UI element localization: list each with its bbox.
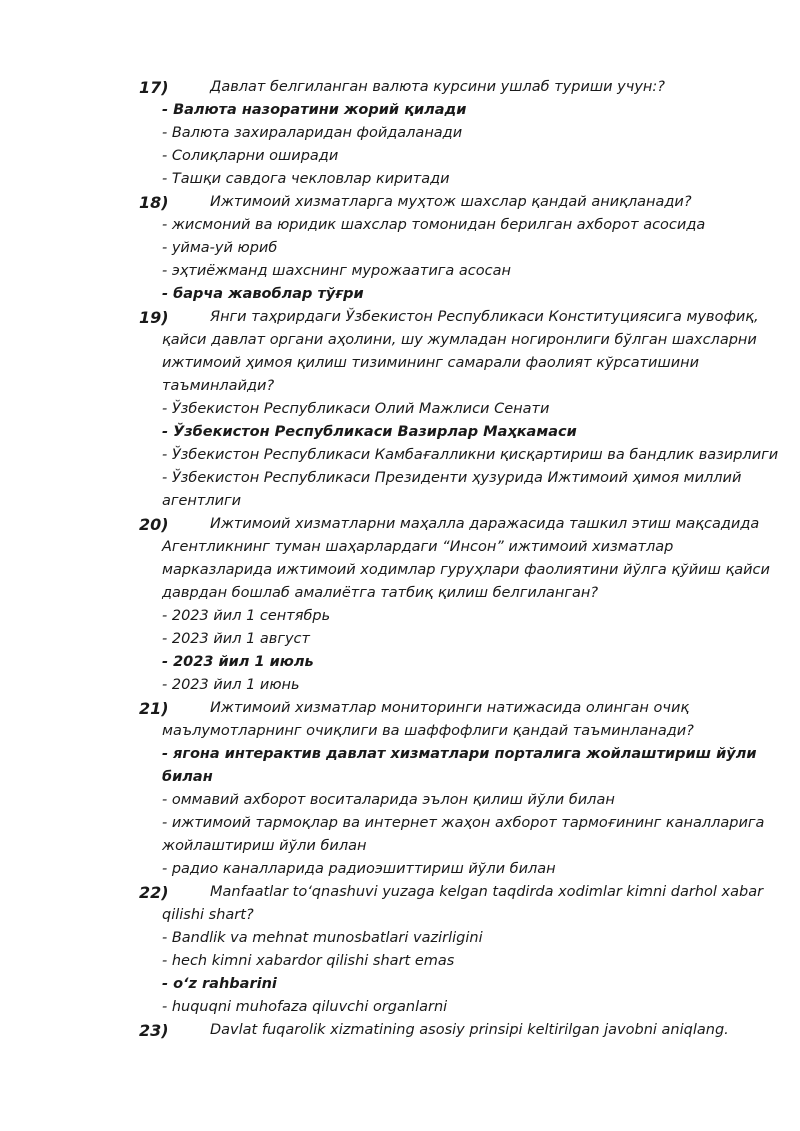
question-number: 19) <box>139 308 169 327</box>
question-number: 22) <box>139 883 169 902</box>
answer-option: - hech kimni xabardor qilishi shart emas <box>162 953 455 969</box>
question-text: даврдан бошлаб амалиётга татбиқ қилиш белгиланган? <box>162 585 599 601</box>
question-text: Davlat fuqarolik xizmatining asosiy prinsipi keltirilgan javobni aniqlang. <box>210 1022 729 1038</box>
answer-option-correct: - ягона интерактив давлат хизматлари порталига жойлаштириш йўли <box>162 746 757 762</box>
question-number: 21) <box>139 699 169 718</box>
question-text: Manfaatlar toʻqnashuvi yuzaga kelgan taqdirda xodimlar kimni darhol xabar <box>210 884 764 900</box>
question-number: 23) <box>139 1021 169 1040</box>
question-block <box>0 513 800 697</box>
answer-option: - ижтимоий тармоқлар ва интернет жаҳон ахборот тармоғининг каналларига <box>162 815 765 831</box>
answer-option: - Солиқларни оширади <box>162 148 339 164</box>
answer-option-correct: билан <box>162 769 213 785</box>
answer-option: - радио каналларида радиоэшиттириш йўли билан <box>162 861 556 877</box>
question-text: Ижтимоий хизматларга муҳтож шахслар қандай аниқланади? <box>210 194 692 210</box>
answer-option-correct: - барча жавоблар тўғри <box>162 286 364 302</box>
question-text: Ижтимоий хизматлар мониторинги натижасида олинган очиқ <box>210 700 690 716</box>
answer-option: - Ўзбекистон Республикаси Камбағалликни қисқартириш ва бандлик вазирлиги <box>162 447 779 463</box>
answer-option: - Валюта захираларидан фойдаланади <box>162 125 463 141</box>
question-text: Ижтимоий хизматларни маҳалла даражасида ташкил этиш мақсадида <box>210 516 760 532</box>
question-text: қайси давлат органи аҳолини, шу жумладан ногиронлиги бўлган шахсларни <box>162 332 757 348</box>
question-block <box>0 697 800 881</box>
question-block <box>0 76 800 191</box>
answer-option: - эҳтиёжманд шахснинг мурожаатига асосан <box>162 263 511 279</box>
answer-option: - Ташқи савдога чекловлар киритади <box>162 171 450 187</box>
answer-option: - 2023 йил 1 сентябрь <box>162 608 331 624</box>
question-number: 20) <box>139 515 169 534</box>
answer-option: - Bandlik va mehnat munosbatlari vazirligini <box>162 930 483 946</box>
question-number: 18) <box>139 193 169 212</box>
answer-option: - оммавий ахборот воситаларида эълон қилиш йўли билан <box>162 792 615 808</box>
answer-option: - Ўзбекистон Республикаси Президенти ҳузурида Ижтимоий ҳимоя миллий <box>162 470 742 486</box>
question-text: марказларида ижтимоий ходимлар гуруҳлари фаолиятини йўлга қўйиш қайси <box>162 562 770 578</box>
answer-option: - huquqni muhofaza qiluvchi organlarni <box>162 999 448 1015</box>
question-text: Агентликнинг туман шаҳарлардаги “Инсон” ижтимоий хизматлар <box>162 539 674 555</box>
answer-option-correct: - Валюта назоратини жорий қилади <box>162 102 467 118</box>
answer-option: агентлиги <box>162 493 242 509</box>
answer-option: - уйма-уй юриб <box>162 240 278 256</box>
answer-option-correct: - 2023 йил 1 июль <box>162 654 314 670</box>
answer-option: - 2023 йил 1 август <box>162 631 310 647</box>
answer-option: - 2023 йил 1 июнь <box>162 677 300 693</box>
answer-option: - жисмоний ва юридик шахслар томонидан берилган ахборот асосида <box>162 217 706 233</box>
answer-option: жойлаштириш йўли билан <box>162 838 367 854</box>
document-page <box>0 76 800 1042</box>
question-text: Янги таҳрирдаги Ўзбекистон Республикаси Конституциясига мувофиқ, <box>210 309 759 325</box>
question-text: таъминлайди? <box>162 378 275 394</box>
question-block <box>0 1019 800 1042</box>
question-text: Давлат белгиланган валюта курсини ушлаб туриши учун:? <box>210 79 665 95</box>
question-text: маълумотларнинг очиқлиги ва шаффофлиги қандай таъминланади? <box>162 723 694 739</box>
answer-option-correct: - Ўзбекистон Республикаси Вазирлар Маҳкамаси <box>162 424 577 440</box>
question-block <box>0 191 800 306</box>
answer-option-correct: - oʻz rahbarini <box>162 976 277 992</box>
answer-option: - Ўзбекистон Республикаси Олий Мажлиси Сенати <box>162 401 550 417</box>
question-text: ижтимоий ҳимоя қилиш тизимининг самарали фаолият кўрсатишини <box>162 355 700 371</box>
question-text: qilishi shart? <box>162 907 254 923</box>
question-number: 17) <box>139 78 169 97</box>
question-block <box>0 306 800 513</box>
question-block <box>0 881 800 1019</box>
